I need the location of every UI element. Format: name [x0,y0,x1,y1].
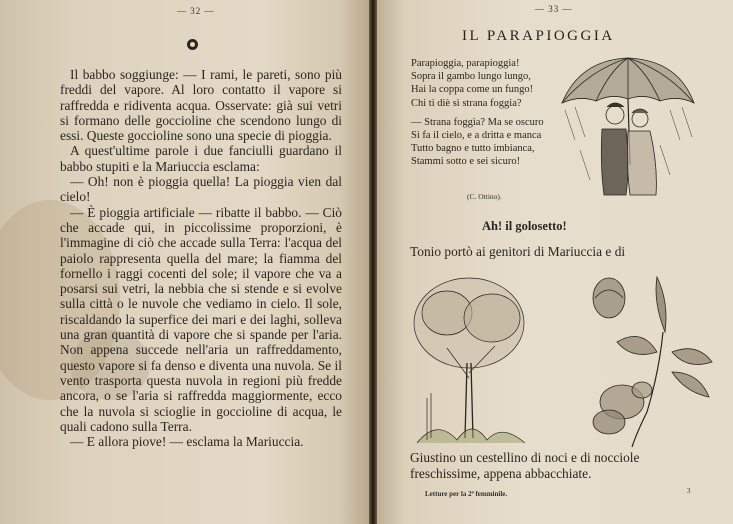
footer-note: Letture per la 2ª femminile. [425,490,508,498]
walnut-tree-illustration [407,268,532,448]
paragraph: — E allora piove! — esclama la Mariuccia. [70,434,304,450]
poem [411,57,571,169]
paragraph: — Oh! non è pioggia quella! La pioggia vien dal cielo! [60,174,342,205]
section-text-continued [410,450,710,482]
poem-title: IL PARAPIOGGIA [462,28,615,44]
poem-line: Si fa il cielo, e a dritta e manca [411,130,542,142]
page-number: — 33 — [535,4,573,14]
poem-line: — Strana foggia? Ma se oscuro [411,116,544,128]
umbrella-couple-illustration [560,55,700,200]
paragraph: Il babbo soggiunge: — I rami, le pareti, sono più freddi del vapore. Al loro contatto il vapore si raffredda e ridiventa acqua. Osservate: già sui vetri si formano delle goccioline che scendono lungo di essi. Queste goccioline sono una specie di pioggia. [60,67,342,144]
poem-line: Chi ti diè sì strana foggia? [411,97,522,109]
poem-author: (C. Ottino). [467,192,502,201]
text-line: freschissime, appena abbacchiate. [410,466,592,481]
section-text: Tonio portò ai genitori di Mariuccia e di [410,244,626,259]
paragraph: A quest'ultime parole i due fanciulli guardano il babbo stupiti e la Mariuccia esclama: [60,143,342,174]
paragraph: — È pioggia artificiale — ribatte il babbo. — Ciò che accade qui, in piccolissime proporzioni, è l'immagine di ciò che accade sulla Terra: l'acqua del paiolo rappresenta quella del mare; la fiamma del fornello i raggi cocenti del sole; il vapore che va a posarsi sui vetri, la nebbia che si stende e si evolve sulla città o le nuvole che vediamo in cielo. Il sole, riscaldando la superfice dei mari e dei laghi, solleva una gran quantità di vapore che si spande per l'aria. Non appena succede nell'aria un raffreddamento, questo vapore si fa denso e diventa una nuvola. Se il vento trasporta questa nuvola in regioni più fredde ancora, o se l'aria si raffredda maggiormente, ecco che la nuvola si scioglie in goccioline di acqua, le quali cadono sulla Terra. [60,204,342,434]
poem-line: Sopra il gambo lungo lungo, [411,71,531,83]
left-body-text [60,67,342,449]
poem-line: Stammi sotto e sei sicuro! [411,156,521,168]
poem-line: Hai la coppa come un fungo! [411,84,534,96]
rosette-ornament-icon [187,39,198,50]
poem-line: Tutto bagno e tutto imbianca, [411,143,535,155]
page-number: — 32 — [177,6,215,16]
poem-line: Parapioggia, parapioggia! [411,58,520,69]
text-line: Giustino un cestellino di noci e di nocciole [410,450,640,465]
book-gutter [369,0,377,524]
right-page [377,0,733,524]
signature-mark: 3 [687,487,691,495]
section-title: Ah! il golosetto! [482,219,567,233]
hazelnut-branch-illustration [587,272,727,452]
